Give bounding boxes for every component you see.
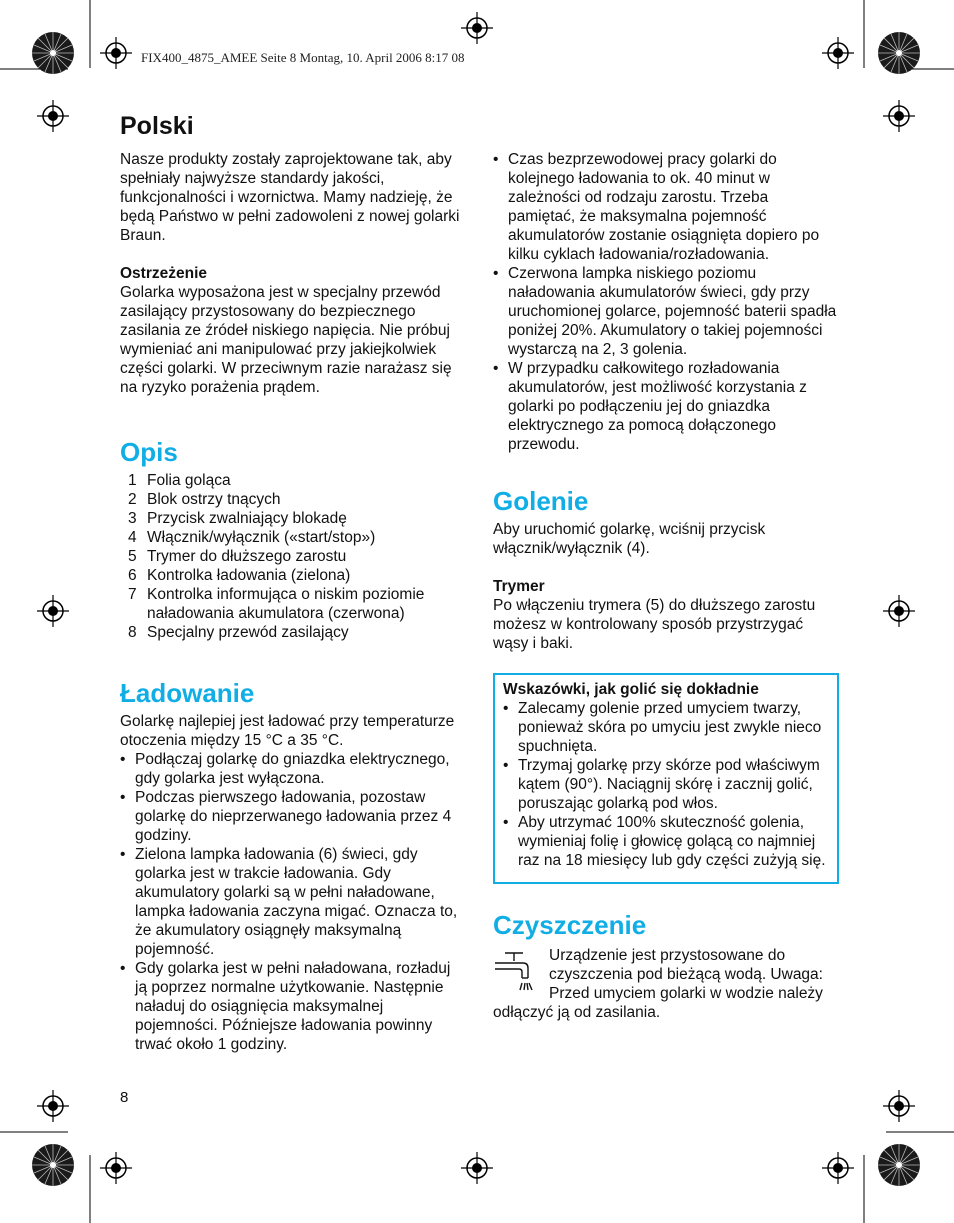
list-item: • Podczas pierwszego ładowania, pozostaw golarkę do nieprzerwanego ładowania przez 4 godziny. xyxy=(120,788,465,845)
list-item: 8 Specjalny przewód zasilający xyxy=(128,624,349,641)
tips-heading: Wskazówki, jak golić się dokładnie xyxy=(503,681,759,698)
list-item: 3 Przycisk zwalniający blokadę xyxy=(128,510,347,527)
list-item: 6 Kontrolka ładowania (zielona) xyxy=(128,567,351,584)
charging-intro: Golarkę najlepiej jest ładować przy temperaturze otoczenia między 15 °C a 35 °C. xyxy=(120,713,455,749)
trimmer-heading: Trymer xyxy=(493,578,545,595)
list-item: 1 Folia goląca xyxy=(128,472,231,489)
parts-list xyxy=(120,471,465,642)
list-item: • W przypadku całkowitego rozładowania akumulatorów, jest możliwość korzystania z golarki po podłączeniu jej do gniazdka elektrycznego za pomocą dołączonego przewodu. xyxy=(493,359,839,454)
trimmer-text: Po włączeniu trymera (5) do dłuższego zarostu możesz w kontrolowany sposób przystrzygać wąsy i baki. xyxy=(493,597,816,652)
right-column xyxy=(493,150,839,1022)
list-item: • Gdy golarka jest w pełni naładowana, rozładuj ją poprzez normalne użytkowanie. Następnie naładuj do osiągnięcia maksymalnej pojemności. Późniejsze ładowania powinny trwać około 1 godziny. xyxy=(120,959,465,1054)
section-heading-ladowanie: Ładowanie xyxy=(120,678,255,708)
cleaning-block xyxy=(493,946,839,1022)
list-item: • Podłączaj golarkę do gniazdka elektrycznego, gdy golarka jest wyłączona. xyxy=(120,750,465,788)
faucet-icon xyxy=(493,948,535,996)
list-item: 5 Trymer do dłuższego zarostu xyxy=(128,548,347,565)
cleaning-text: Urządzenie jest przystosowane do czyszczenia pod bieżącą wodą. Uwaga: Przed umyciem golarki w wodzie należy odłączyć ją od zasilania. xyxy=(493,947,823,1021)
list-item: • Trzymaj golarkę przy skórze pod właściwym kątem (90°). Naciągnij skórę i zacznij golić, poruszając golarką pod włos. xyxy=(503,756,829,813)
tips-list xyxy=(503,699,829,870)
list-item: 4 Włącznik/wyłącznik («start/stop») xyxy=(128,529,376,546)
list-item: • Czerwona lampka niskiego poziomu naładowania akumulatorów świeci, gdy przy uruchomionej golarce, pojemność baterii spadła poniżej 20%. Akumulatory o takiej pojemności wystarczą na 2, 3 golenia. xyxy=(493,264,839,359)
list-item: • Zalecamy golenie przed umyciem twarzy, ponieważ skóra po umyciu jest zwykle nieco spuchnięta. xyxy=(503,699,829,756)
page-number: 8 xyxy=(120,1089,129,1106)
list-item: • Czas bezprzewodowej pracy golarki do kolejnego ładowania to ok. 40 minut w zależności od rodzaju zarostu. Trzeba pamiętać, że maksymalna pojemność akumulatorów zostanie osiągnięta dopiero po kilku cyklach ładowania/rozładowania. xyxy=(493,150,839,264)
charging-list xyxy=(120,750,465,1054)
shaving-text: Aby uruchomić golarkę, wciśnij przycisk włącznik/wyłącznik (4). xyxy=(493,521,766,557)
print-header: FIX400_4875_AMEE Seite 8 Montag, 10. April 2006 8:17 08 xyxy=(141,50,465,65)
section-heading-golenie: Golenie xyxy=(493,486,589,516)
section-heading-opis: Opis xyxy=(120,437,178,467)
intro-text: Nasze produkty zostały zaprojektowane tak, aby spełniały najwyższe standardy jakości, funkcjonalności i wzornictwa. Mamy nadzieję, że będą Państwo w pełni zadowoleni z nowej golarki Braun. xyxy=(120,151,460,244)
left-column xyxy=(120,150,465,1054)
list-item: • Zielona lampka ładowania (6) świeci, gdy golarka jest w trakcie ładowania. Gdy akumulatory golarki są w pełni naładowane, lampka ładowania zaczyna migać. Oznacza to, że akumulatory osiągnęły maksymalną pojemność. xyxy=(120,845,465,959)
warning-text: Golarka wyposażona jest w specjalny przewód zasilający przystosowany do bezpiecznego zasilania ze źródeł niskiego napięcia. Nie próbuj wymieniać ani manipulować przy jakiejkolwiek części golarki. W przeciwnym razie narażasz się na ryzyko porażenia prądem. xyxy=(120,284,452,396)
list-item: 7 Kontrolka informująca o niskim poziomie naładowania akumulatora (czerwona) xyxy=(128,586,425,622)
list-item: • Aby utrzymać 100% skuteczność golenia, wymieniaj folię i głowicę golącą co najmniej raz na 18 miesięcy lub gdy części zużyją się. xyxy=(503,813,829,870)
list-item: 2 Blok ostrzy tnących xyxy=(128,491,281,508)
charging-list-continued xyxy=(493,150,839,454)
warning-heading: Ostrzeżenie xyxy=(120,265,208,282)
section-heading-czyszczenie: Czyszczenie xyxy=(493,910,647,940)
tips-box xyxy=(493,673,839,884)
page-title: Polski xyxy=(120,112,194,140)
